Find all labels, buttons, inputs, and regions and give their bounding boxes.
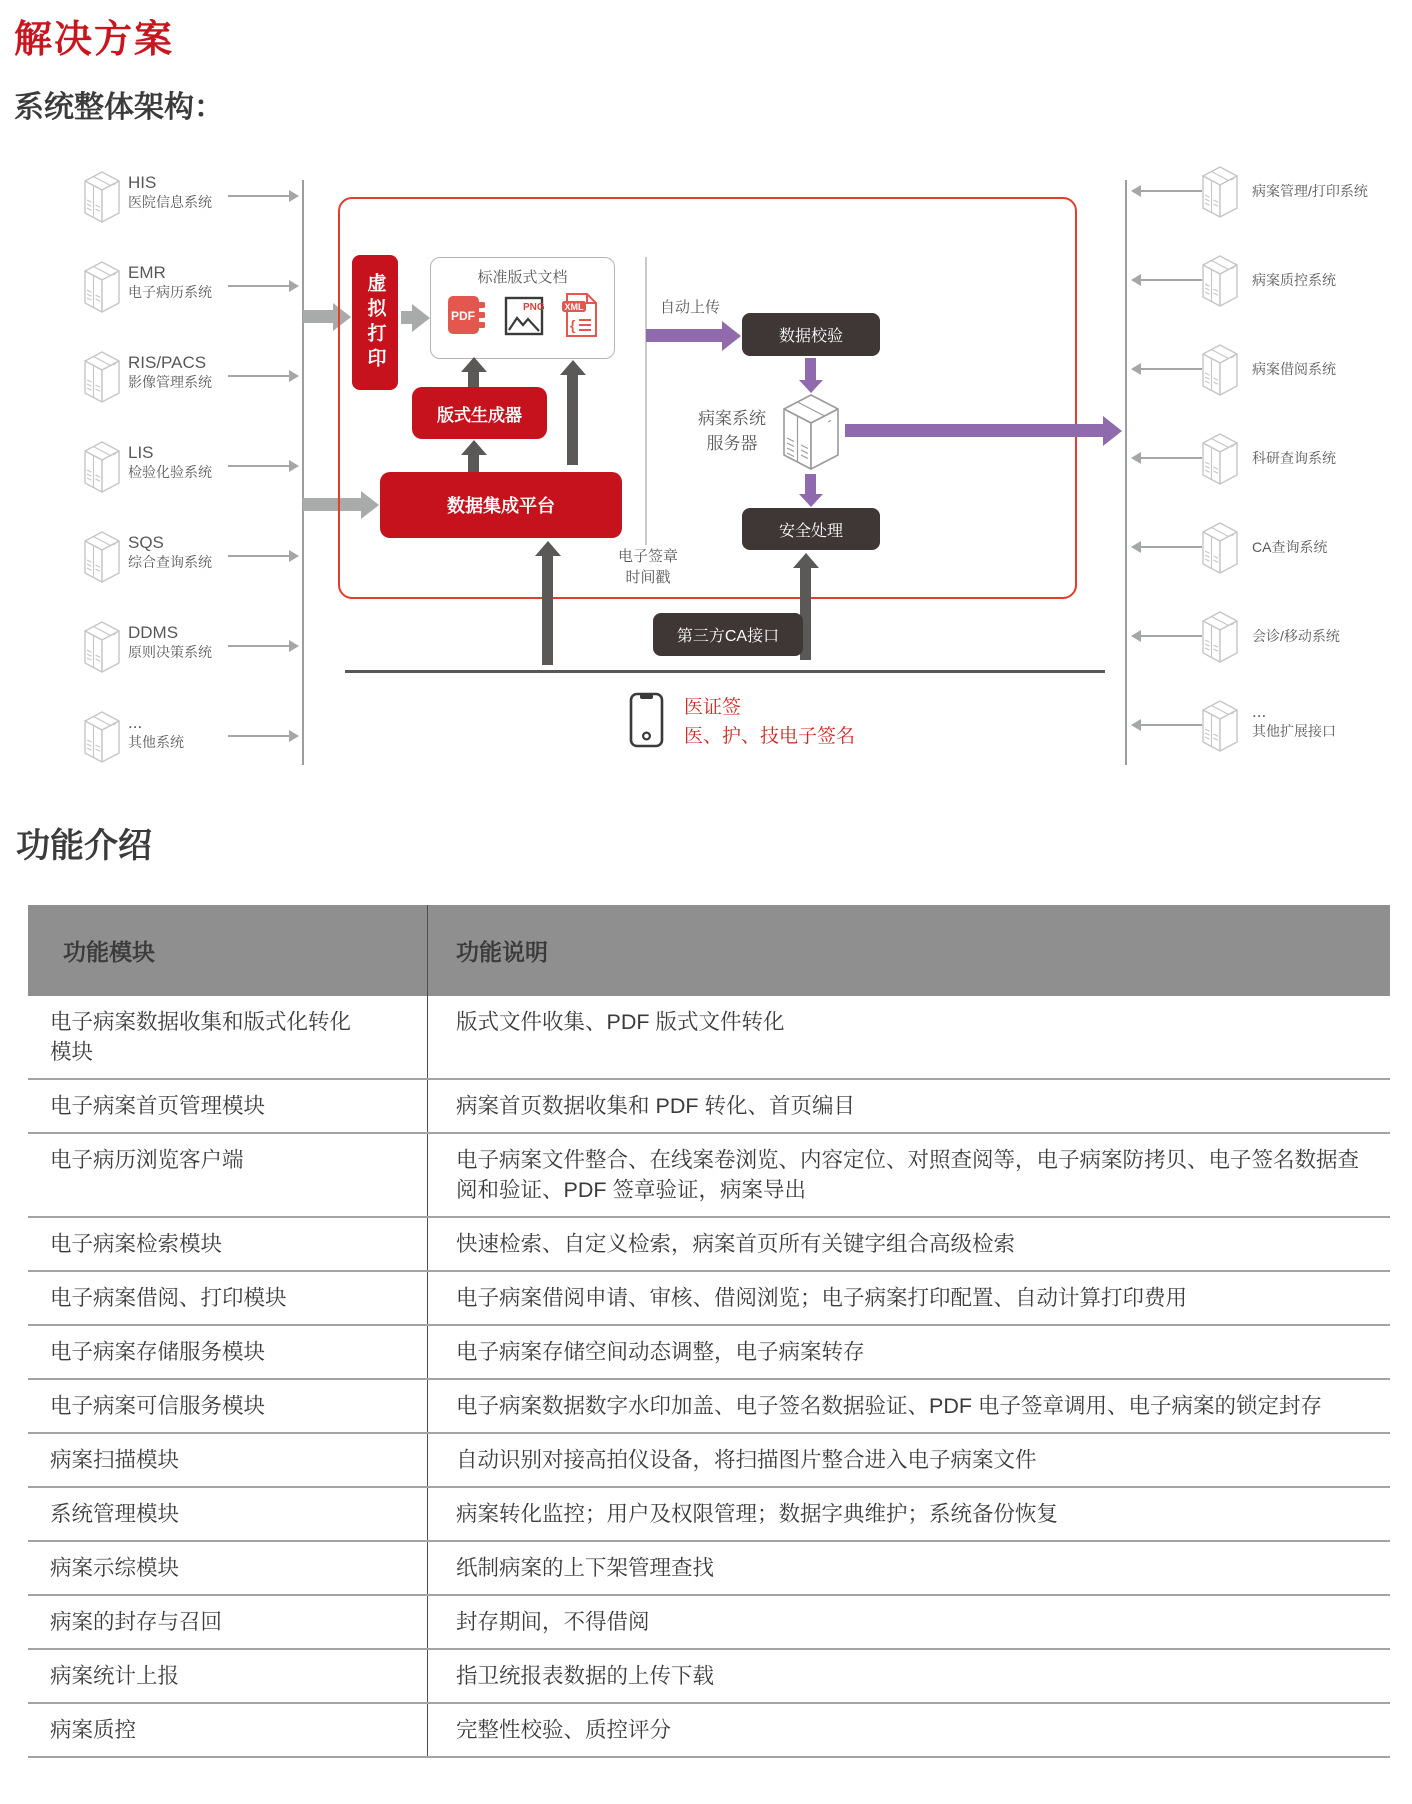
system-abbr: EMR — [128, 263, 166, 282]
server-icon — [82, 260, 122, 314]
system-abbr: LIS — [128, 443, 154, 462]
cell-description: 封存期间，不得借阅 — [427, 1596, 1390, 1648]
cell-description: 电子病案数据数字水印加盖、电子签名数据验证、PDF 电子签章调用、电子病案的锁定封存 — [427, 1380, 1390, 1432]
auto-upload-label: 自动上传 — [659, 299, 720, 316]
cell-description: 病案转化监控；用户及权限管理；数据字典维护；系统备份恢复 — [427, 1488, 1390, 1540]
table-row-7 — [28, 1434, 1390, 1488]
cell-description: 电子病案借阅申请、审核、借阅浏览；电子病案打印配置、自动计算打印费用 — [427, 1272, 1390, 1324]
left-system-0 — [82, 170, 212, 229]
arrow-server-to-security — [805, 474, 816, 494]
table-row-12 — [28, 1704, 1390, 1758]
phone-icon — [627, 691, 667, 749]
server-icon — [1200, 432, 1240, 486]
arrow-generator-to-doc — [468, 372, 479, 387]
left-system-4 — [82, 530, 212, 589]
system-name: 其他系统 — [128, 734, 184, 750]
arrow-platform-to-generator — [468, 455, 479, 472]
system-name: 病案管理/打印系统 — [1252, 183, 1368, 199]
right-system-5 — [1200, 610, 1340, 669]
system-name: 其他扩展接口 — [1252, 723, 1336, 739]
layout-generator-box — [412, 387, 547, 439]
arrow-right-system-2 — [1140, 368, 1202, 370]
arrow-left-system-4 — [228, 555, 290, 557]
cell-description: 电子病案文件整合、在线案卷浏览、内容定位、对照查阅等，电子病案防拷贝、电子签名数据查阅和验证、PDF 签章验证，病案导出 — [427, 1134, 1390, 1216]
right-system-2 — [1200, 343, 1336, 402]
cell-module: 电子病案存储服务模块 — [50, 1340, 266, 1364]
cell-description: 指卫统报表数据的上传下载 — [427, 1650, 1390, 1702]
right-system-4 — [1200, 521, 1328, 580]
arrow-right-system-1 — [1140, 279, 1202, 281]
esign-line1: 电子签章 — [617, 548, 678, 565]
data-check-box — [742, 313, 880, 356]
data-platform-label: 数据集成平台 — [447, 496, 555, 516]
cell-module: 电子病案借阅、打印模块 — [50, 1286, 287, 1310]
system-name: 会诊/移动系统 — [1252, 628, 1340, 644]
server-icon — [779, 392, 843, 472]
arrow-left-system-6 — [228, 735, 290, 737]
svg-text:{: { — [569, 317, 575, 333]
system-name: 病案质控系统 — [1252, 272, 1336, 288]
arrow-upload — [646, 329, 722, 342]
cell-description: 快速检索、自定义检索，病案首页所有关键字组合高级检索 — [427, 1218, 1390, 1270]
server-icon — [1200, 165, 1240, 219]
table-row-11 — [28, 1650, 1390, 1704]
esign-timestamp-label — [600, 546, 696, 588]
system-name: CA查询系统 — [1252, 539, 1328, 555]
right-system-1 — [1200, 254, 1336, 313]
left-system-3 — [82, 440, 212, 499]
table-body — [28, 996, 1390, 1758]
cell-module: 病案的封存与召回 — [50, 1610, 223, 1634]
table-row-1 — [28, 1080, 1390, 1134]
standard-doc-title: 标准版式文档 — [477, 269, 568, 286]
arrow-left-system-5 — [228, 645, 290, 647]
yzq-title: 医证签 — [684, 697, 742, 718]
security-process-box — [742, 508, 880, 550]
right-system-3 — [1200, 432, 1336, 491]
system-name: 医院信息系统 — [128, 194, 212, 210]
data-check-label: 数据校验 — [778, 328, 843, 345]
yzq-subtitle: 医、护、技电子签名 — [684, 726, 856, 747]
virtual-print-label: 虚拟打印 — [364, 272, 386, 373]
cell-module: 病案统计上报 — [50, 1664, 180, 1688]
server-icon — [82, 440, 122, 494]
arrow-right-system-4 — [1140, 546, 1202, 548]
arrow-right-system-3 — [1140, 457, 1202, 459]
table-row-10 — [28, 1596, 1390, 1650]
svg-text:XML: XML — [564, 302, 583, 312]
system-name: 综合查询系统 — [128, 554, 212, 570]
right-system-0 — [1200, 165, 1368, 224]
table-row-8 — [28, 1488, 1390, 1542]
page-title: 解决方案 — [14, 19, 175, 61]
system-abbr: ... — [128, 713, 143, 732]
server-icon — [82, 710, 122, 764]
server-icon — [82, 530, 122, 584]
cell-module: 电子病历浏览客户端 — [50, 1148, 244, 1172]
arrow-right-system-0 — [1140, 190, 1202, 192]
cell-description: 完整性校验、质控评分 — [427, 1704, 1390, 1756]
table-row-5 — [28, 1326, 1390, 1380]
table-row-9 — [28, 1542, 1390, 1596]
layout-generator-label: 版式生成器 — [437, 405, 522, 425]
arrow-right-system-5 — [1140, 635, 1202, 637]
table-row-6 — [28, 1380, 1390, 1434]
server-icon — [1200, 521, 1240, 575]
left-system-2 — [82, 350, 212, 409]
ca-interface-label: 第三方CA接口 — [676, 628, 780, 645]
cell-module: 病案扫描模块 — [50, 1448, 180, 1472]
arrow-server-to-rightbus — [845, 424, 1103, 437]
table-header-row — [28, 905, 1390, 996]
table-row-3 — [28, 1218, 1390, 1272]
functions-heading: 功能介绍 — [16, 827, 152, 865]
arrow-platform-to-doc — [567, 375, 578, 465]
esign-line2: 时间戳 — [625, 569, 671, 586]
server-icon — [1200, 343, 1240, 397]
system-name: 原则决策系统 — [128, 644, 212, 660]
server-icon — [1200, 699, 1240, 753]
left-system-1 — [82, 260, 212, 319]
left-system-6 — [82, 710, 184, 769]
arrow-virtualprint-to-doc — [401, 311, 412, 324]
security-process-label: 安全处理 — [778, 522, 843, 540]
system-abbr: ... — [1252, 702, 1267, 721]
system-name: 检验化验系统 — [128, 464, 212, 480]
svg-text:PDF: PDF — [450, 309, 475, 323]
server-icon — [82, 620, 122, 674]
cell-module: 病案示综模块 — [50, 1556, 180, 1580]
svg-text:PNG: PNG — [522, 302, 545, 313]
server-label — [688, 406, 776, 456]
server-icon — [1200, 610, 1240, 664]
system-name: 电子病历系统 — [128, 284, 212, 300]
doc-format-icons — [431, 290, 614, 340]
left-bus-line — [302, 180, 304, 765]
cell-description: 版式文件收集、PDF 版式文件转化 — [427, 996, 1390, 1078]
system-abbr: HIS — [128, 173, 157, 192]
cell-module: 病案质控 — [50, 1718, 137, 1742]
function-table — [28, 905, 1390, 1758]
cell-module: 系统管理模块 — [50, 1502, 180, 1526]
arrow-ca-to-platform — [542, 556, 553, 665]
arrow-left-system-2 — [228, 375, 290, 377]
cell-description: 自动识别对接高拍仪设备，将扫描图片整合进入电子病案文件 — [427, 1434, 1390, 1486]
server-icon — [82, 350, 122, 404]
architecture-heading: 系统整体架构： — [14, 91, 224, 124]
cell-module: 电子病案首页管理模块 — [50, 1094, 266, 1118]
system-abbr: RIS/PACS — [128, 353, 207, 372]
arrow-left-system-3 — [228, 465, 290, 467]
cell-module: 电子病案数据收集和版式化转化模块 — [50, 1010, 352, 1064]
system-abbr: SQS — [128, 533, 164, 552]
cell-module: 电子病案检索模块 — [50, 1232, 223, 1256]
pdf-file-icon — [445, 290, 489, 340]
system-abbr: DDMS — [128, 623, 179, 642]
arrow-check-to-server — [805, 358, 816, 380]
feed-arrow-virtual-print — [303, 310, 333, 323]
server-label-line2: 服务器 — [706, 434, 758, 453]
left-system-5 — [82, 620, 212, 679]
cell-module: 电子病案可信服务模块 — [50, 1394, 266, 1418]
ca-interface-box — [653, 613, 803, 656]
virtual-print-box — [352, 255, 398, 390]
standard-doc-box — [430, 257, 615, 359]
arrow-right-system-6 — [1140, 724, 1202, 726]
arrow-left-system-1 — [228, 285, 290, 287]
xml-file-icon — [559, 290, 601, 340]
table-row-4 — [28, 1272, 1390, 1326]
table-header-description: 功能说明 — [427, 905, 1390, 996]
server-icon — [1200, 254, 1240, 308]
right-bus-line — [1125, 180, 1127, 765]
server-icon — [82, 170, 122, 224]
system-name: 病案借阅系统 — [1252, 361, 1336, 377]
png-file-icon — [502, 290, 546, 340]
arrow-left-system-0 — [228, 195, 290, 197]
architecture-diagram — [0, 0, 1412, 800]
data-platform-box — [380, 472, 622, 538]
ca-bus-line — [345, 670, 1105, 673]
table-row-0 — [28, 996, 1390, 1080]
system-name: 影像管理系统 — [128, 374, 212, 390]
cell-description: 病案首页数据收集和 PDF 转化、首页编目 — [427, 1080, 1390, 1132]
table-row-2 — [28, 1134, 1390, 1218]
right-system-6 — [1200, 699, 1336, 758]
server-label-line1: 病案系统 — [698, 409, 766, 428]
cell-description: 电子病案存储空间动态调整，电子病案转存 — [427, 1326, 1390, 1378]
table-header-module: 功能模块 — [63, 939, 155, 965]
system-name: 科研查询系统 — [1252, 450, 1336, 466]
cell-description: 纸制病案的上下架管理查找 — [427, 1542, 1390, 1594]
